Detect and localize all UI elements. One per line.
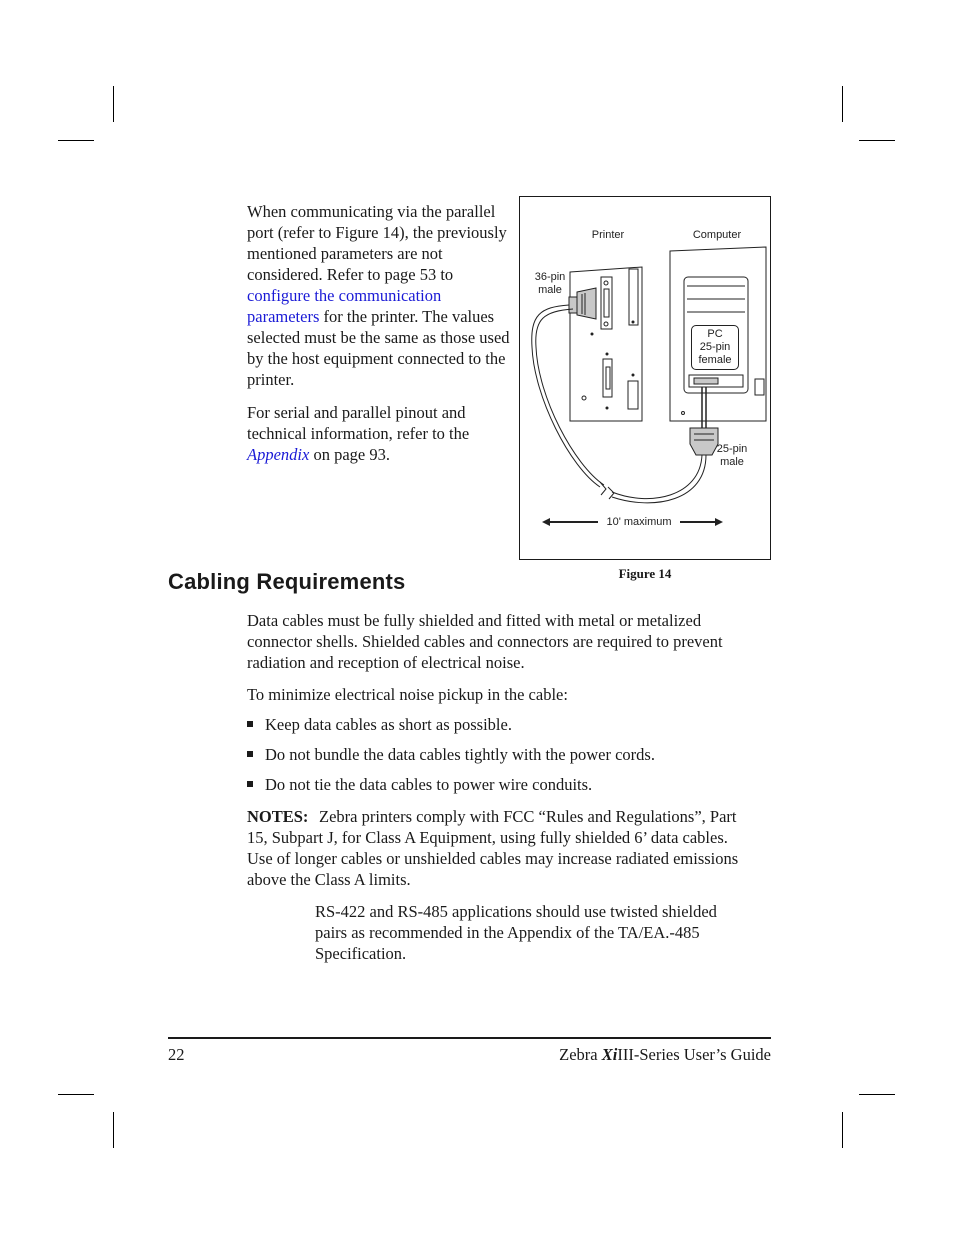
crop-mark (113, 86, 114, 122)
section-paragraph-1: Data cables must be fully shielded and fitted with metal or metalized connector shells. Shielded cables and connectors are required to prevent radiation and reception of electrical noise. (247, 611, 723, 672)
pc-25-pin-female-label: PC 25-pin female (691, 325, 739, 370)
note-1: Zebra printers comply with FCC “Rules and Regulations”, Part 15, Subpart J, for Class A Equipment, using fully shielded 6’ data cables. Use of longer cables or unshielded cables may increase radiated emissions above the Class A limits. (247, 807, 739, 889)
crop-mark (859, 140, 895, 141)
bullet-icon (247, 781, 253, 787)
bullet-icon (247, 721, 253, 727)
footer-title: Zebra XiIII-Series User’s Guide (559, 1045, 771, 1064)
distance-label: 10' maximum (606, 516, 672, 528)
intro-paragraph-2: For serial and parallel pinout and technical information, refer to the Appendix on page 93. (247, 403, 470, 464)
crop-mark (859, 1094, 895, 1095)
appendix-link[interactable]: Appendix (247, 445, 310, 464)
36-pin-label: 36-pin male (534, 271, 566, 296)
cable-right (612, 455, 702, 499)
section-paragraph-2: To minimize electrical noise pickup in the cable: (247, 685, 568, 704)
footer-rule (168, 1037, 771, 1039)
configure-communication-link[interactable]: configure the communication parameters (247, 286, 442, 326)
bullet-item: Keep data cables as short as possible. (247, 714, 512, 735)
intro-paragraph-1: When communicating via the parallel port (refer to Figure 14), the previously mentioned parameters are not considered. Refer to page 53 to configure the communication parameters for the printer. The values selected must be the same as those used by the host equipment connected to the printer. (247, 202, 510, 389)
cable-diagram (520, 197, 772, 561)
note-2: RS-422 and RS-485 applications should use twisted shielded pairs as recommended in the Appendix of the TA/EA.-485 Specification. (315, 902, 717, 963)
crop-mark (842, 86, 843, 122)
25-pin-male-label: 25-pin male (716, 443, 748, 468)
computer-label: Computer (692, 229, 742, 241)
printer-panel (570, 267, 642, 421)
crop-mark (58, 140, 94, 141)
crop-mark (58, 1094, 94, 1095)
pc-25-pin-port (694, 378, 718, 384)
printer-serial-port (629, 269, 638, 325)
bullet-item: Do not tie the data cables to power wire conduits. (247, 774, 592, 795)
bullet-icon (247, 751, 253, 757)
notes-label: NOTES: (247, 807, 309, 826)
printer-label: Printer (591, 229, 625, 241)
section-heading: Cabling Requirements (168, 569, 406, 594)
crop-mark (113, 1112, 114, 1148)
bullet-item: Do not bundle the data cables tightly with the power cords. (247, 744, 655, 765)
figure-14-diagram (519, 196, 771, 560)
cable-left (532, 305, 600, 487)
page-number: 22 (168, 1045, 185, 1064)
figure-caption: Figure 14 (618, 566, 672, 581)
36-pin-plug (577, 288, 596, 319)
printer-lower-port (603, 359, 612, 397)
crop-mark (842, 1112, 843, 1148)
